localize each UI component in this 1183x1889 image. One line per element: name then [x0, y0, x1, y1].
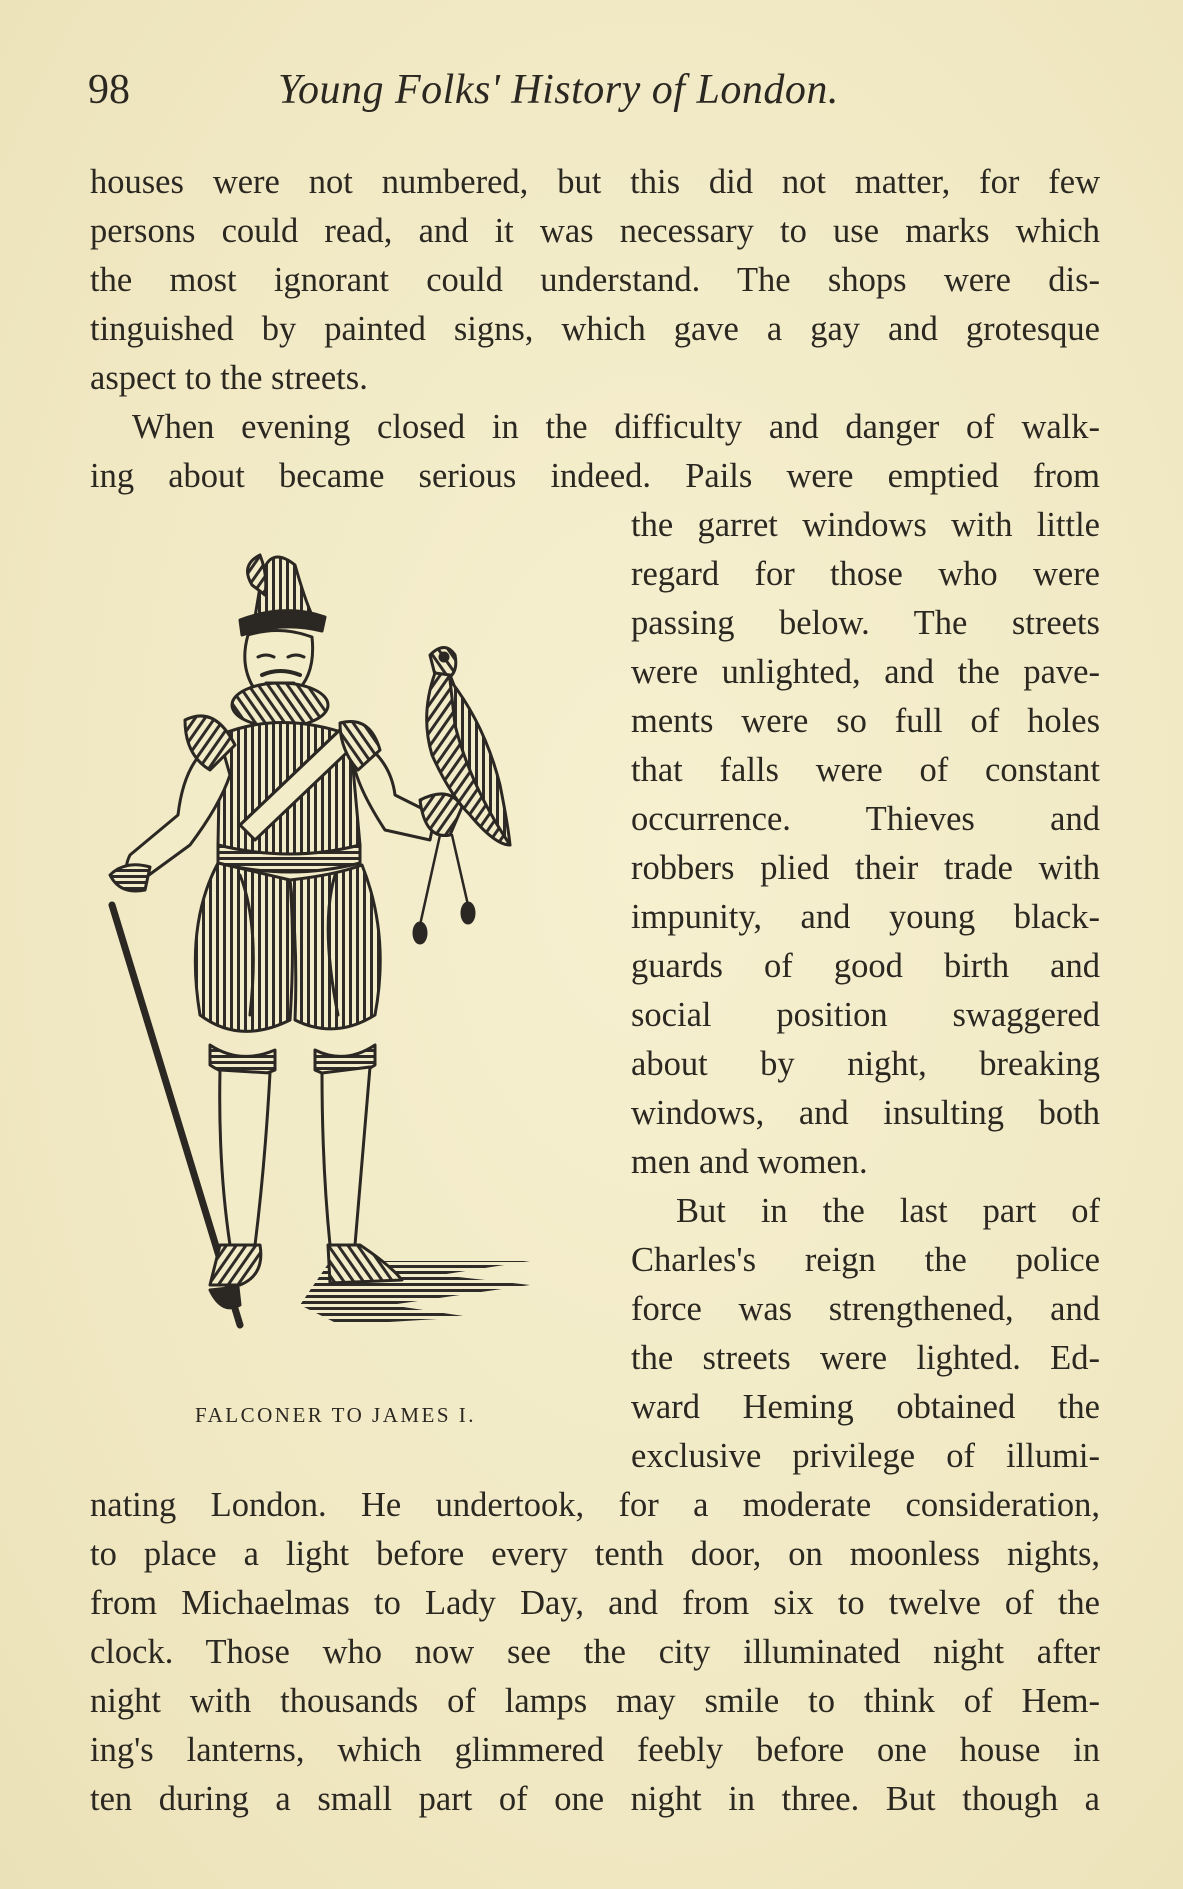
- text-line: guards of good birth and: [631, 947, 1100, 985]
- text-line: nating London. He undertook, for a moderate consideration,: [90, 1486, 1100, 1524]
- text-line: regard for those who were: [631, 555, 1100, 593]
- text-line: ing's lanterns, which glimmered feebly before one house in: [90, 1731, 1100, 1769]
- text-line: that falls were of constant: [631, 751, 1100, 789]
- text-line: clock. Those who now see the city illuminated night after: [90, 1633, 1100, 1671]
- text-line: to place a light before every tenth door, on moonless nights,: [90, 1535, 1100, 1573]
- text-line: the most ignorant could understand. The shops were dis-: [90, 261, 1100, 299]
- text-line: ing about became serious indeed. Pails were emptied from: [90, 457, 1100, 495]
- text-line: When evening closed in the difficulty and danger of walk-: [132, 408, 1100, 446]
- text-line: windows, and insulting both: [631, 1094, 1100, 1132]
- page-header: [88, 66, 1108, 126]
- text-line: night with thousands of lamps may smile to think of Hem-: [90, 1682, 1100, 1720]
- text-line: ward Heming obtained the: [631, 1388, 1100, 1426]
- text-line: persons could read, and it was necessary to use marks which: [90, 212, 1100, 250]
- text-line: robbers plied their trade with: [631, 849, 1100, 887]
- text-line: passing below. The streets: [631, 604, 1100, 642]
- text-line: impunity, and young black-: [631, 898, 1100, 936]
- text-line: force was strengthened, and: [631, 1290, 1100, 1328]
- text-line: But in the last part of: [676, 1192, 1100, 1230]
- page-number: 98: [88, 67, 130, 113]
- text-line: the garret windows with little: [631, 506, 1100, 544]
- falconer-illustration: [90, 545, 620, 1395]
- text-line: exclusive privilege of illumi-: [631, 1437, 1100, 1475]
- text-line: ments were so full of holes: [631, 702, 1100, 740]
- text-line: aspect to the streets.: [90, 359, 368, 397]
- text-line: houses were not numbered, but this did not matter, for few: [90, 163, 1100, 201]
- text-line: about by night, breaking: [631, 1045, 1100, 1083]
- text-line: were unlighted, and the pave-: [631, 653, 1100, 691]
- text-line: ten during a small part of one night in three. But though a: [90, 1780, 1100, 1818]
- text-line: from Michaelmas to Lady Day, and from six to twelve of the: [90, 1584, 1100, 1622]
- text-line: Charles's reign the police: [631, 1241, 1100, 1279]
- running-title: Young Folks' History of London.: [278, 67, 839, 113]
- figure-caption: FALCONER TO JAMES I.: [195, 1403, 477, 1427]
- text-line: the streets were lighted. Ed-: [631, 1339, 1100, 1377]
- text-line: men and women.: [631, 1143, 868, 1181]
- text-line: occurrence. Thieves and: [631, 800, 1100, 838]
- text-line: social position swaggered: [631, 996, 1100, 1034]
- text-line: tinguished by painted signs, which gave a gay and grotesque: [90, 310, 1100, 348]
